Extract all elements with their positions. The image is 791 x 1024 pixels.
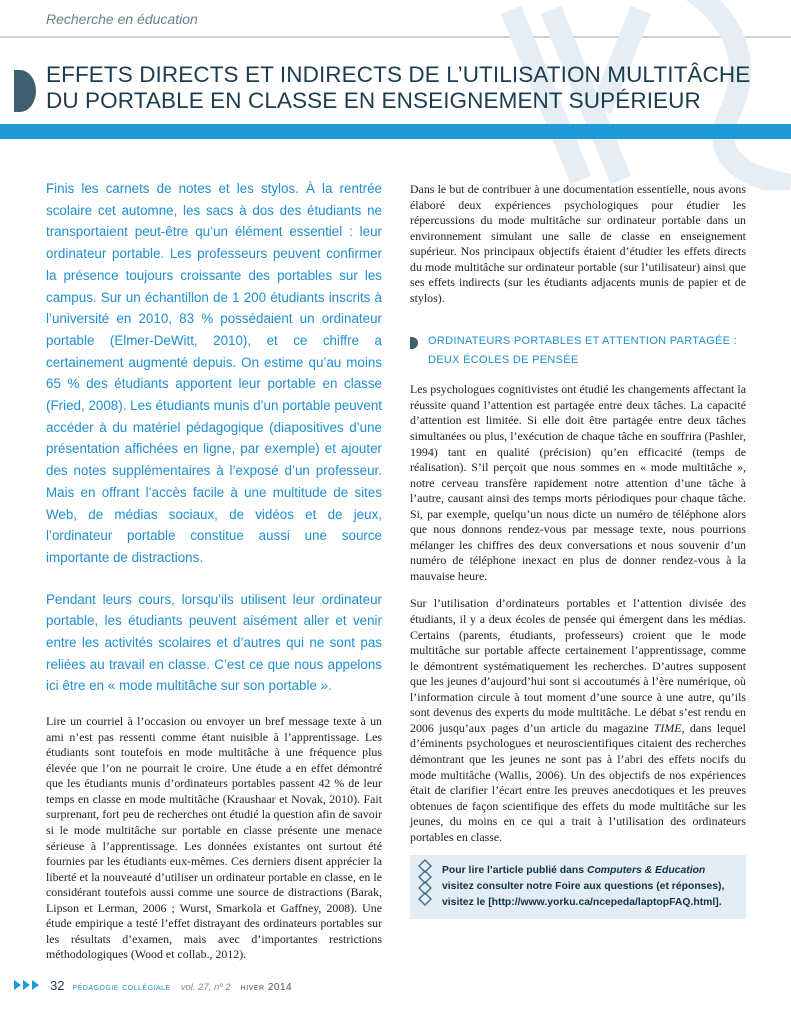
title-band <box>0 124 791 139</box>
attention-paragraph: Les psychologues cognitivistes ont étudié les changements affectant la réussite quand l’attention est partagée entre deux tâches. La capacité d’attention est limitée. Si elle doit être partagée entre deux tâches simultanées ou plus, l’exécution de chaque tâche en souffrira (Pashler, 1994) tant en qualité (précision) qu’en efficacité (temps de réalisation). S’il perçoit que nous sommes en « mode multitâche », notre cerveau transfère rapidement notre attention d’une tâche à l’autre, causant ainsi des temps morts périodiques pour chaque tâche. Si, par exemple, quelqu’un nous dicte un numéro de téléphone alors que nous donnons rendez-vous par message texte, nous pourrions mélanger les chiffres des deux conversations et nous souvenir d’un numéro de téléphone inexact en plus de donner rendez-vous à la mauvaise heure. <box>410 382 746 583</box>
page-footer <box>14 977 292 993</box>
title-line-1: EFFETS DIRECTS ET INDIRECTS DE L’UTILISATION MULTITÂCHE <box>46 62 751 87</box>
journal-name: pédagogie collégiale <box>72 982 171 993</box>
triple-arrow-icon <box>14 977 40 987</box>
subheading-line-1: ORDINATEURS PORTABLES ET ATTENTION PARTAGÉE : <box>428 335 737 348</box>
schools-text-before: Sur l’utilisation d’ordinateurs portables et l’attention divisée des étudiants, il y a deux écoles de pensée qui émergent dans les médias. Certains (parents, étudiants, professeurs) croient que le mode multitâche sur portable affecte certainement l’apprentissage, comme le démontrent systématiquement les recherches. D’autres supposent que les jeunes d’aujourd’hui sont si accoutumés à l’ère numérique, où l’information circule à tout moment d’une source à une autre, qu’ils sont devenus des experts du mode multitâche. Le débat s’est rendu en 2006 jusqu’aux pages d’un article du magazine <box>410 596 746 735</box>
left-column <box>46 178 382 963</box>
section-subheading <box>410 332 746 370</box>
right-column <box>410 182 746 919</box>
callout-text-after: visitez consulter notre Foire aux questions (et réponses), visitez le [http://www.yorku.ca/ncepeda/laptopFAQ.html]. <box>442 881 725 909</box>
faq-callout <box>410 855 746 919</box>
issue-season: hiver 2014 <box>240 982 293 993</box>
subheading-line-2: DEUX ÉCOLES DE PENSÉE <box>428 354 579 367</box>
page-number: 32 <box>50 978 65 993</box>
intro-paragraph: Dans le but de contribuer à une documentation essentielle, nous avons élaboré deux expériences psychologiques pour étudier les répercussions du mode multitâche sur ordinateur portable dans un environnement simulant une salle de classe en enseignement supérieur. Nos principaux objectifs étaient d’étudier les effets directs du mode multitâche sur ordinateur portable (sur l’utilisateur) ainsi que ses effets indirects (sur les étudiants adjacents munis de papier et de stylos). <box>410 182 746 305</box>
callout-journal: Computers & Education <box>586 865 706 877</box>
title-line-2: DU PORTABLE EN CLASSE EN ENSEIGNEMENT SUPÉRIEUR <box>46 88 701 113</box>
schools-text-after: , dans lequel d’éminents psychologues et neuroscientifiques citaient des recherches démontrant que les jeunes ne sont pas à l’abri des effets nocifs du mode multitâche (Wallis, 2006). Un des objectifs de nos expériences était de clarifier l’écart entre les preuves anecdotiques et les preuves obtenues de façon scientifique des effets du mode multitâche sur les jeunes, du moins en ce qui a trait à l’utilisation des ordinateurs portables en classe. <box>410 720 746 844</box>
diamond-chain-icon <box>416 859 434 907</box>
lead-paragraph-1: Finis les carnets de notes et les stylos. À la rentrée scolaire cet automne, les sacs à dos des étudiants ne transportaient peut-être qu’un élément essentiel : leur ordinateur portable. Les professeurs peuvent confirmer la présence toujours croissante des portables sur les campus. Sur un échantillon de 1 200 étudiants inscrits à l’université en 2010, 83 % possédaient un ordinateur portable (Elmer-DeWitt, 2010), et ce chiffre a certainement augmenté depuis. On estime qu’au moins 65 % des étudiants apportent leur portable en classe (Fried, 2008). Les étudiants munis d’un portable peuvent accéder à du matériel pédagogique (diapositives d’une présentation affichées en ligne, par exemple) et ajouter des notes supplémentaires à l’exposé d’un professeur. Mais en offrant l’accès facile à une multitude de sites Web, de médias sociaux, de vidéos et de jeux, l’ordinateur portable constitue aussi une source importante de distractions. <box>46 181 382 565</box>
title-marker-icon <box>14 70 36 112</box>
body-paragraph: Lire un courriel à l’occasion ou envoyer un bref message texte à un ami n’est pas ressenti comme étant nuisible à l’apprentissage. Les étudiants sont toutefois en mode multitâche à une fréquence plus élevée que l’on ne pourrait le croire. Une étude a en effet démontré que les étudiants munis d’ordinateurs portables passent 42 % de leur temps en classe en mode multitâche (Kraushaar et Novak, 2010). Fait surprenant, fort peu de recherches ont étudié la question afin de savoir si le mode multitâche sur portable en classe présente une menace sérieuse à l’apprentissage. Les données existantes ont surtout été fournies par les étudiants eux-mêmes. Ces derniers disent apprécier la liberté et la nouveauté d’utiliser un ordinateur portable en classe, en le considérant toutefois aussi comme une source de distractions (Barak, Lipson et Lerman, 2006 ; Wurst, Smarkola et Gaffney, 2008). Une étude empirique a testé l’effet distrayant des ordinateurs portables sur les résultats d’examen, mais avec d’importantes restrictions méthodologiques (Wood et collab., 2012). <box>46 714 382 962</box>
section-label: Recherche en éducation <box>46 11 198 27</box>
volume-info: vol. 27, nº 2 <box>180 982 231 993</box>
schools-paragraph <box>410 596 746 845</box>
lead-paragraph-2: Pendant leurs cours, lorsqu’ils utilisent leur ordinateur portable, les étudiants peuvent aisément aller et venir entre les activités scolaires et d’autres qui ne sont pas reliées au travail en classe. C’est ce que nous appelons ici être en « mode multitâche sur son portable ». <box>46 591 382 694</box>
callout-text-before: Pour lire l’article publié dans <box>442 865 587 877</box>
magazine-name: TIME <box>653 720 682 735</box>
subheading-marker-icon <box>410 337 418 349</box>
article-title <box>46 62 750 114</box>
